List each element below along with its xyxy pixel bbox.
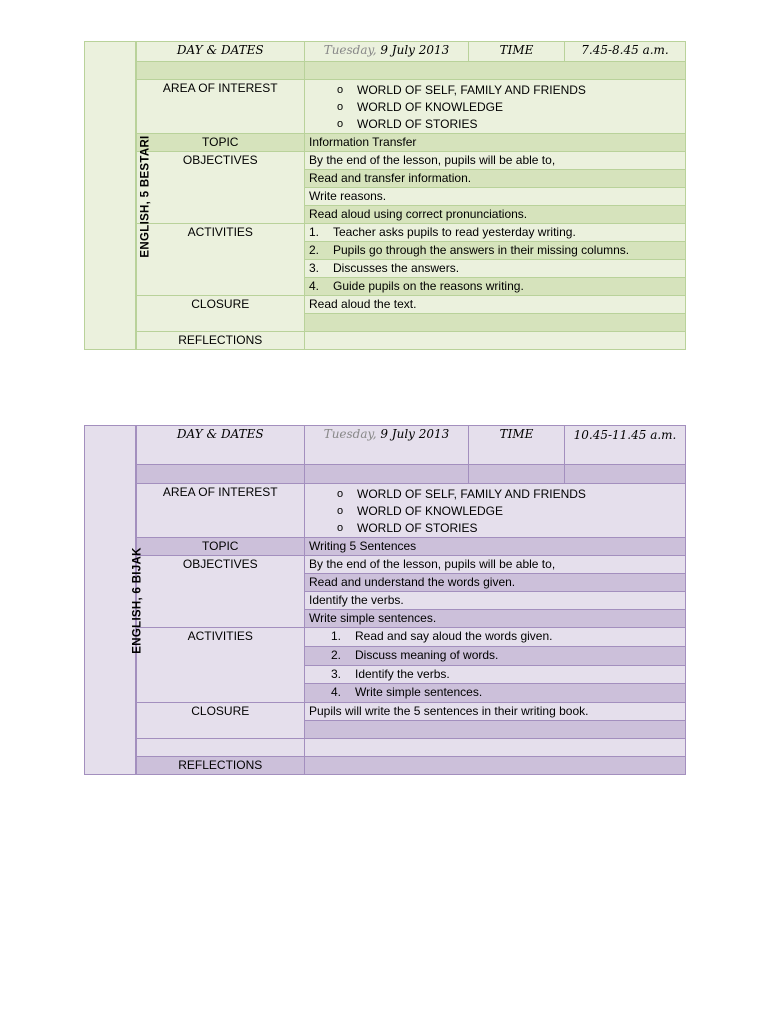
area-of-interest-cell <box>305 484 686 538</box>
area-item: o WORLD OF KNOWLEDGE <box>337 99 681 116</box>
topic-value: Information Transfer <box>305 134 686 152</box>
objective-item: Write simple sentences. <box>305 610 686 628</box>
lesson-plan-table-5-bestari <box>84 41 686 350</box>
closure-value: Read aloud the text. <box>305 296 686 314</box>
area-item: o WORLD OF SELF, FAMILY AND FRIENDS <box>337 486 681 503</box>
closure-label: CLOSURE <box>136 296 305 332</box>
activity-number: 4. <box>331 685 342 699</box>
activity-text: Guide pupils on the reasons writing. <box>333 279 524 293</box>
date-text: 9 July 2013 <box>380 43 450 57</box>
date-cell <box>305 426 469 465</box>
lesson-plan-table-6-bijak <box>84 425 686 775</box>
time-label: TIME <box>469 42 565 62</box>
class-label: ENGLISH, 6 BIJAK <box>131 547 144 654</box>
area-of-interest-cell <box>305 80 686 134</box>
activity-item <box>305 242 686 260</box>
reflections-value <box>305 757 686 775</box>
activities-label: ACTIVITIES <box>136 628 305 703</box>
activity-text: Discuss meaning of words. <box>355 648 499 662</box>
blank-cell <box>565 465 686 484</box>
blank-cell <box>305 62 686 80</box>
activity-number: 3. <box>331 667 342 681</box>
reflections-label: REFLECTIONS <box>136 332 305 350</box>
objective-item: By the end of the lesson, pupils will be able to, <box>305 152 686 170</box>
class-label-cell <box>85 426 144 775</box>
objective-item: Read and understand the words given. <box>305 574 686 592</box>
blank-cell <box>136 62 305 80</box>
time-value: 7.45-8.45 a.m. <box>565 42 686 62</box>
activity-text: Write simple sentences. <box>355 685 483 699</box>
area-item: o WORLD OF SELF, FAMILY AND FRIENDS <box>337 82 681 99</box>
activity-item <box>305 260 686 278</box>
date-text: 9 July 2013 <box>380 427 450 441</box>
day-text: Tuesday, <box>323 427 377 441</box>
activity-text: Discusses the answers. <box>333 261 460 275</box>
activity-text: Read and say aloud the words given. <box>355 629 553 643</box>
topic-label: TOPIC <box>136 134 305 152</box>
objective-item: Write reasons. <box>305 188 686 206</box>
objective-item: By the end of the lesson, pupils will be able to, <box>305 556 686 574</box>
blank-cell <box>305 314 686 332</box>
blank-cell <box>136 465 305 484</box>
activity-item <box>305 224 686 242</box>
closure-label: CLOSURE <box>136 703 305 739</box>
area-item: o WORLD OF STORIES <box>337 520 681 537</box>
area-of-interest-list <box>309 80 681 133</box>
objective-item: Read aloud using correct pronunciations. <box>305 206 686 224</box>
area-of-interest-label: AREA OF INTEREST <box>136 484 305 538</box>
reflections-value <box>305 332 686 350</box>
activity-number: 2. <box>331 648 342 662</box>
objectives-label: OBJECTIVES <box>136 556 305 628</box>
activity-text: Identify the verbs. <box>355 667 450 681</box>
activity-item <box>305 647 686 666</box>
objectives-label: OBJECTIVES <box>136 152 305 224</box>
activity-number: 2. <box>309 243 320 257</box>
activity-item <box>305 684 686 703</box>
activity-item <box>305 666 686 684</box>
class-label: ENGLISH, 5 BESTARI <box>139 134 152 258</box>
activity-item <box>305 628 686 647</box>
closure-value: Pupils will write the 5 sentences in their writing book. <box>305 703 686 721</box>
activity-text: Teacher asks pupils to read yesterday writing. <box>333 225 576 239</box>
blank-cell <box>305 465 469 484</box>
activities-label: ACTIVITIES <box>136 224 305 296</box>
topic-label: TOPIC <box>136 538 305 556</box>
day-dates-label: DAY & DATES <box>136 426 305 465</box>
day-dates-label: DAY & DATES <box>136 42 305 62</box>
time-value: 10.45-11.45 a.m. <box>565 426 686 465</box>
blank-cell <box>305 721 686 739</box>
blank-cell <box>136 739 305 757</box>
objective-item: Identify the verbs. <box>305 592 686 610</box>
activity-number: 1. <box>309 225 320 239</box>
activity-item <box>305 278 686 296</box>
class-label-cell <box>85 42 152 350</box>
time-label: TIME <box>469 426 565 465</box>
blank-cell <box>469 465 565 484</box>
day-text: Tuesday, <box>323 43 377 57</box>
objective-item: Read and transfer information. <box>305 170 686 188</box>
blank-cell <box>305 739 686 757</box>
activity-number: 3. <box>309 261 320 275</box>
activity-number: 1. <box>331 629 342 643</box>
area-item: o WORLD OF KNOWLEDGE <box>337 503 681 520</box>
area-item: o WORLD OF STORIES <box>337 116 681 133</box>
activity-number: 4. <box>309 279 320 293</box>
area-of-interest-label: AREA OF INTEREST <box>136 80 305 134</box>
area-of-interest-list <box>309 484 681 537</box>
topic-value: Writing 5 Sentences <box>305 538 686 556</box>
activity-text: Pupils go through the answers in their missing columns. <box>333 243 630 257</box>
date-cell <box>305 42 469 62</box>
reflections-label: REFLECTIONS <box>136 757 305 775</box>
